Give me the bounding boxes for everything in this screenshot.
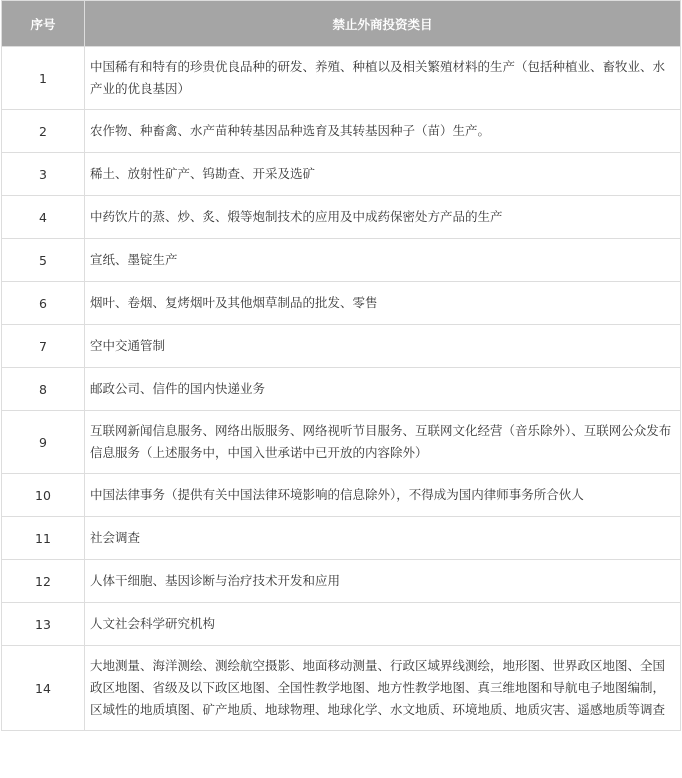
category-cell: 农作物、种畜禽、水产苗种转基因品种选育及其转基因种子（苗）生产。	[85, 110, 681, 153]
table-row	[2, 239, 681, 282]
table-row	[2, 110, 681, 153]
category-cell: 宣纸、墨锭生产	[85, 239, 681, 282]
serial-number-cell: 9	[2, 411, 85, 474]
prohibited-investment-table	[1, 0, 681, 731]
category-cell: 中国稀有和特有的珍贵优良品种的研发、养殖、种植以及相关繁殖材料的生产（包括种植业、畜牧业、水产业的优良基因）	[85, 47, 681, 110]
serial-number-cell: 8	[2, 368, 85, 411]
serial-number-cell: 12	[2, 560, 85, 603]
table-row	[2, 603, 681, 646]
category-cell: 大地测量、海洋测绘、测绘航空摄影、地面移动测量、行政区域界线测绘，地形图、世界政区地图、全国政区地图、省级及以下政区地图、全国性教学地图、地方性教学地图、真三维地图和导航电子地图编制，区域性的地质填图、矿产地质、地球物理、地球化学、水文地质、环境地质、地质灾害、遥感地质等调查	[85, 646, 681, 731]
category-cell: 稀土、放射性矿产、钨勘查、开采及选矿	[85, 153, 681, 196]
table-row	[2, 153, 681, 196]
category-cell: 中国法律事务（提供有关中国法律环境影响的信息除外），不得成为国内律师事务所合伙人	[85, 474, 681, 517]
category-cell: 人文社会科学研究机构	[85, 603, 681, 646]
table-header-row	[2, 1, 681, 47]
table-row	[2, 196, 681, 239]
category-cell: 烟叶、卷烟、复烤烟叶及其他烟草制品的批发、零售	[85, 282, 681, 325]
serial-number-cell: 1	[2, 47, 85, 110]
serial-number-cell: 5	[2, 239, 85, 282]
serial-number-cell: 3	[2, 153, 85, 196]
category-cell: 社会调查	[85, 517, 681, 560]
header-category: 禁止外商投资类目	[85, 1, 681, 47]
table-row	[2, 474, 681, 517]
table-row	[2, 47, 681, 110]
table-row	[2, 517, 681, 560]
serial-number-cell: 7	[2, 325, 85, 368]
serial-number-cell: 6	[2, 282, 85, 325]
table-row	[2, 411, 681, 474]
category-cell: 空中交通管制	[85, 325, 681, 368]
serial-number-cell: 10	[2, 474, 85, 517]
table-row	[2, 368, 681, 411]
category-cell: 邮政公司、信件的国内快递业务	[85, 368, 681, 411]
category-cell: 中药饮片的蒸、炒、炙、煅等炮制技术的应用及中成药保密处方产品的生产	[85, 196, 681, 239]
serial-number-cell: 4	[2, 196, 85, 239]
table-row	[2, 646, 681, 731]
header-serial-number: 序号	[2, 1, 85, 47]
table-body	[2, 47, 681, 731]
serial-number-cell: 2	[2, 110, 85, 153]
category-cell: 互联网新闻信息服务、网络出版服务、网络视听节目服务、互联网文化经营（音乐除外）、互联网公众发布信息服务（上述服务中，中国入世承诺中已开放的内容除外）	[85, 411, 681, 474]
serial-number-cell: 11	[2, 517, 85, 560]
table-row	[2, 282, 681, 325]
serial-number-cell: 13	[2, 603, 85, 646]
table-row	[2, 560, 681, 603]
table-row	[2, 325, 681, 368]
category-cell: 人体干细胞、基因诊断与治疗技术开发和应用	[85, 560, 681, 603]
serial-number-cell: 14	[2, 646, 85, 731]
